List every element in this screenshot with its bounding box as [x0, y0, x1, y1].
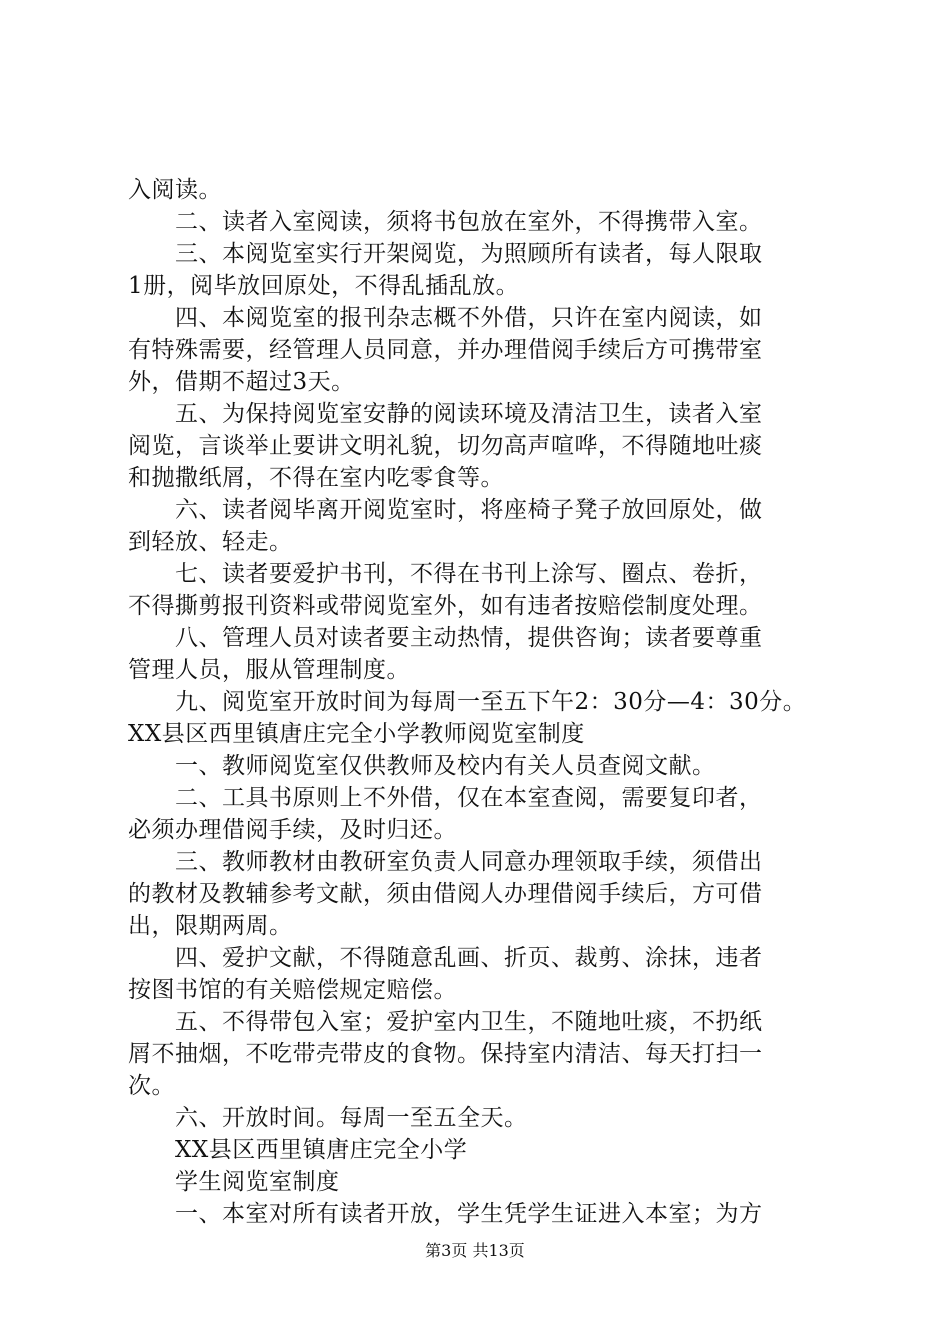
text-line: 到轻放、轻走。 — [128, 529, 293, 555]
text-line: 出，限期两周。 — [128, 913, 293, 939]
text-line: 的教材及教辅参考文献，须由借阅人办理借阅手续后，方可借 — [128, 881, 763, 907]
text-line: 必须办理借阅手续，及时归还。 — [128, 817, 457, 843]
text-line: 管理人员，服从管理制度。 — [128, 657, 410, 683]
document-body — [128, 174, 828, 1230]
text-line: 七、读者要爱护书刊，不得在书刊上涂写、圈点、卷折， — [128, 561, 763, 587]
text-line: 阅览，言谈举止要讲文明礼貌，切勿高声喧哗，不得随地吐痰 — [128, 433, 763, 459]
text-line: 四、爱护文献，不得随意乱画、折页、裁剪、涂抹，违者 — [128, 945, 763, 971]
text-line: 二、读者入室阅读，须将书包放在室外，不得携带入室。 — [128, 209, 763, 235]
text-line: 不得撕剪报刊资料或带阅览室外，如有违者按赔偿制度处理。 — [128, 593, 763, 619]
text-line: 次。 — [128, 1073, 175, 1099]
text-line: 五、为保持阅览室安静的阅读环境及清洁卫生，读者入室 — [128, 401, 763, 427]
text-line: 九、阅览室开放时间为每周一至五下午2：30分—4：30分。 — [128, 689, 807, 715]
text-line: 入阅读。 — [128, 177, 222, 203]
text-line: 四、本阅览室的报刊杂志概不外借，只许在室内阅读，如 — [128, 305, 763, 331]
text-line: 六、开放时间。每周一至五全天。 — [128, 1105, 528, 1131]
text-line: 学生阅览室制度 — [128, 1169, 340, 1195]
text-line: 一、教师阅览室仅供教师及校内有关人员查阅文献。 — [128, 753, 716, 779]
text-line: 八、管理人员对读者要主动热情，提供咨询；读者要尊重 — [128, 625, 763, 651]
text-line: 1册，阅毕放回原处，不得乱插乱放。 — [128, 273, 520, 299]
text-line: XX县区西里镇唐庄完全小学 — [128, 1137, 468, 1163]
text-line: 六、读者阅毕离开阅览室时，将座椅子凳子放回原处，做 — [128, 497, 763, 523]
text-line: 三、教师教材由教研室负责人同意办理领取手续，须借出 — [128, 849, 763, 875]
text-line: 一、本室对所有读者开放，学生凭学生证进入本室；为方 — [128, 1201, 763, 1227]
text-line: XX县区西里镇唐庄完全小学教师阅览室制度 — [128, 721, 585, 747]
text-line: 屑不抽烟，不吃带壳带皮的食物。保持室内清洁、每天打扫一 — [128, 1041, 763, 1067]
text-line: 五、不得带包入室；爱护室内卫生，不随地吐痰，不扔纸 — [128, 1009, 763, 1035]
text-line: 二、工具书原则上不外借，仅在本室查阅，需要复印者， — [128, 785, 763, 811]
text-line: 外，借期不超过3天。 — [128, 369, 355, 395]
text-line: 有特殊需要，经管理人员同意，并办理借阅手续后方可携带室 — [128, 337, 763, 363]
text-line: 三、本阅览室实行开架阅览，为照顾所有读者，每人限取 — [128, 241, 763, 267]
text-line: 和抛撒纸屑，不得在室内吃零食等。 — [128, 465, 504, 491]
page-footer: 第3页 共13页 — [425, 1241, 525, 1260]
text-line: 按图书馆的有关赔偿规定赔偿。 — [128, 977, 457, 1003]
